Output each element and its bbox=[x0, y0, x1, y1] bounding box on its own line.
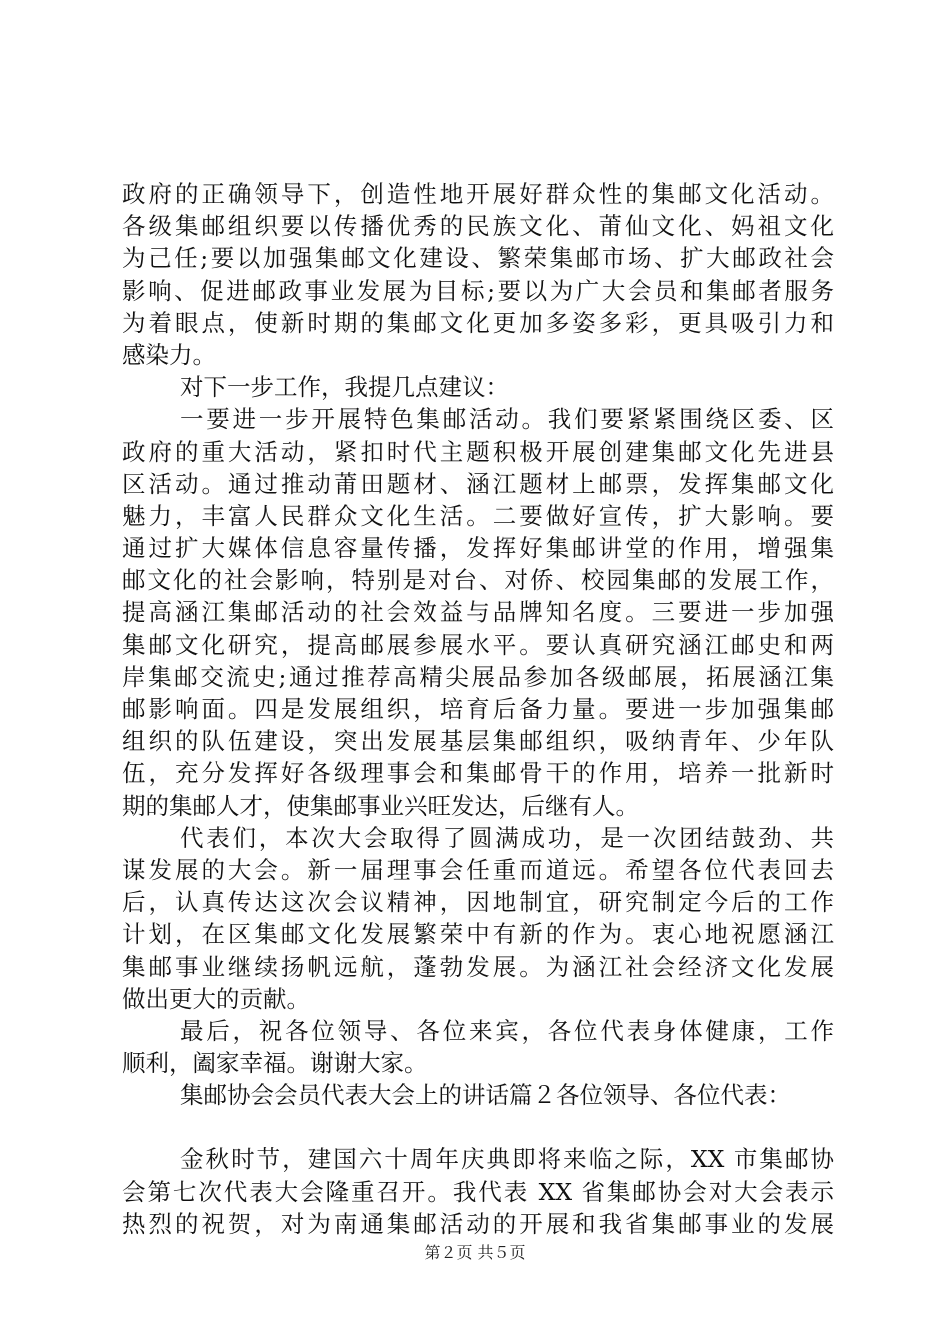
text-line: 影响、促进邮政事业发展为目标;要以为广大会员和集邮者服务 bbox=[122, 276, 834, 305]
text-line: 为着眼点，使新时期的集邮文化更加多姿多彩，更具吸引力和 bbox=[122, 308, 834, 337]
text-line: 为己任;要以加强集邮文化建设、繁荣集邮市场、扩大邮政社会 bbox=[122, 244, 834, 273]
text-line: 提高涵江集邮活动的社会效益与品牌知名度。三要进一步加强 bbox=[122, 598, 834, 627]
text-line: 期的集邮人才，使集邮事业兴旺发达，后继有人。 bbox=[122, 791, 639, 820]
text-line: 代表们，本次大会取得了圆满成功，是一次团结鼓劲、共 bbox=[180, 823, 834, 852]
text-line: 会第七次代表大会隆重召开。我代表 XX 省集邮协会对大会表示 bbox=[122, 1177, 834, 1206]
document-body bbox=[122, 178, 834, 1240]
text-line: 魅力，丰富人民群众文化生活。二要做好宣传，扩大影响。要 bbox=[122, 501, 834, 530]
page-footer: 第２页 共５页 bbox=[424, 1243, 526, 1262]
text-line: 邮影响面。四是发展组织，培育后备力量。要进一步加强集邮 bbox=[122, 695, 834, 723]
text-line: 集邮事业继续扬帆远航，蓬勃发展。为涵江社会经济文化发展 bbox=[122, 952, 834, 981]
text-line: 计划，在区集邮文化发展繁荣中有新的作为。衷心地祝愿涵江 bbox=[122, 920, 834, 949]
text-line: 对下一步工作，我提几点建议： bbox=[180, 373, 509, 402]
text-line: 顺利，阖家幸福。谢谢大家。 bbox=[122, 1049, 428, 1078]
text-line: 做出更大的贡献。 bbox=[122, 984, 310, 1013]
text-line: 邮文化的社会影响，特别是对台、对侨、校园集邮的发展工作， bbox=[122, 566, 834, 595]
text-line: 集邮文化研究，提高邮展参展水平。要认真研究涵江邮史和两 bbox=[122, 630, 834, 659]
text-line: 政府的重大活动，紧扣时代主题积极开展创建集邮文化先进县 bbox=[122, 437, 834, 466]
text-line: 感染力。 bbox=[122, 340, 216, 369]
text-line: 热烈的祝贺，对为南通集邮活动的开展和我省集邮事业的发展 bbox=[122, 1209, 834, 1238]
text-line: 谋发展的大会。新一届理事会任重而道远。希望各位代表回去 bbox=[122, 855, 834, 884]
paragraph-gap bbox=[122, 1111, 834, 1143]
text-line: 集邮协会会员代表大会上的讲话篇２各位领导、各位代表： bbox=[180, 1081, 791, 1110]
text-line: 一要进一步开展特色集邮活动。我们要紧紧围绕区委、区 bbox=[180, 405, 834, 434]
text-line: 各级集邮组织要以传播优秀的民族文化、莆仙文化、妈祖文化 bbox=[122, 212, 834, 241]
text-line: 岸集邮交流史;通过推荐高精尖展品参加各级邮展，拓展涵江集 bbox=[122, 662, 834, 691]
text-line: 组织的队伍建设，突出发展基层集邮组织，吸纳青年、少年队 bbox=[122, 727, 834, 756]
text-line: 金秋时节，建国六十周年庆典即将来临之际，XX 市集邮协 bbox=[180, 1145, 834, 1174]
text-line: 通过扩大媒体信息容量传播，发挥好集邮讲堂的作用，增强集 bbox=[122, 534, 834, 563]
text-line: 后，认真传达这次会议精神，因地制宜，研究制定今后的工作 bbox=[122, 888, 834, 917]
text-line: 最后，祝各位领导、各位来宾，各位代表身体健康，工作 bbox=[180, 1016, 834, 1045]
text-line: 伍，充分发挥好各级理事会和集邮骨干的作用，培养一批新时 bbox=[122, 759, 834, 788]
text-line: 区活动。通过推动莆田题材、涵江题材上邮票，发挥集邮文化 bbox=[122, 469, 834, 498]
text-line: 政府的正确领导下，创造性地开展好群众性的集邮文化活动。 bbox=[122, 180, 834, 208]
